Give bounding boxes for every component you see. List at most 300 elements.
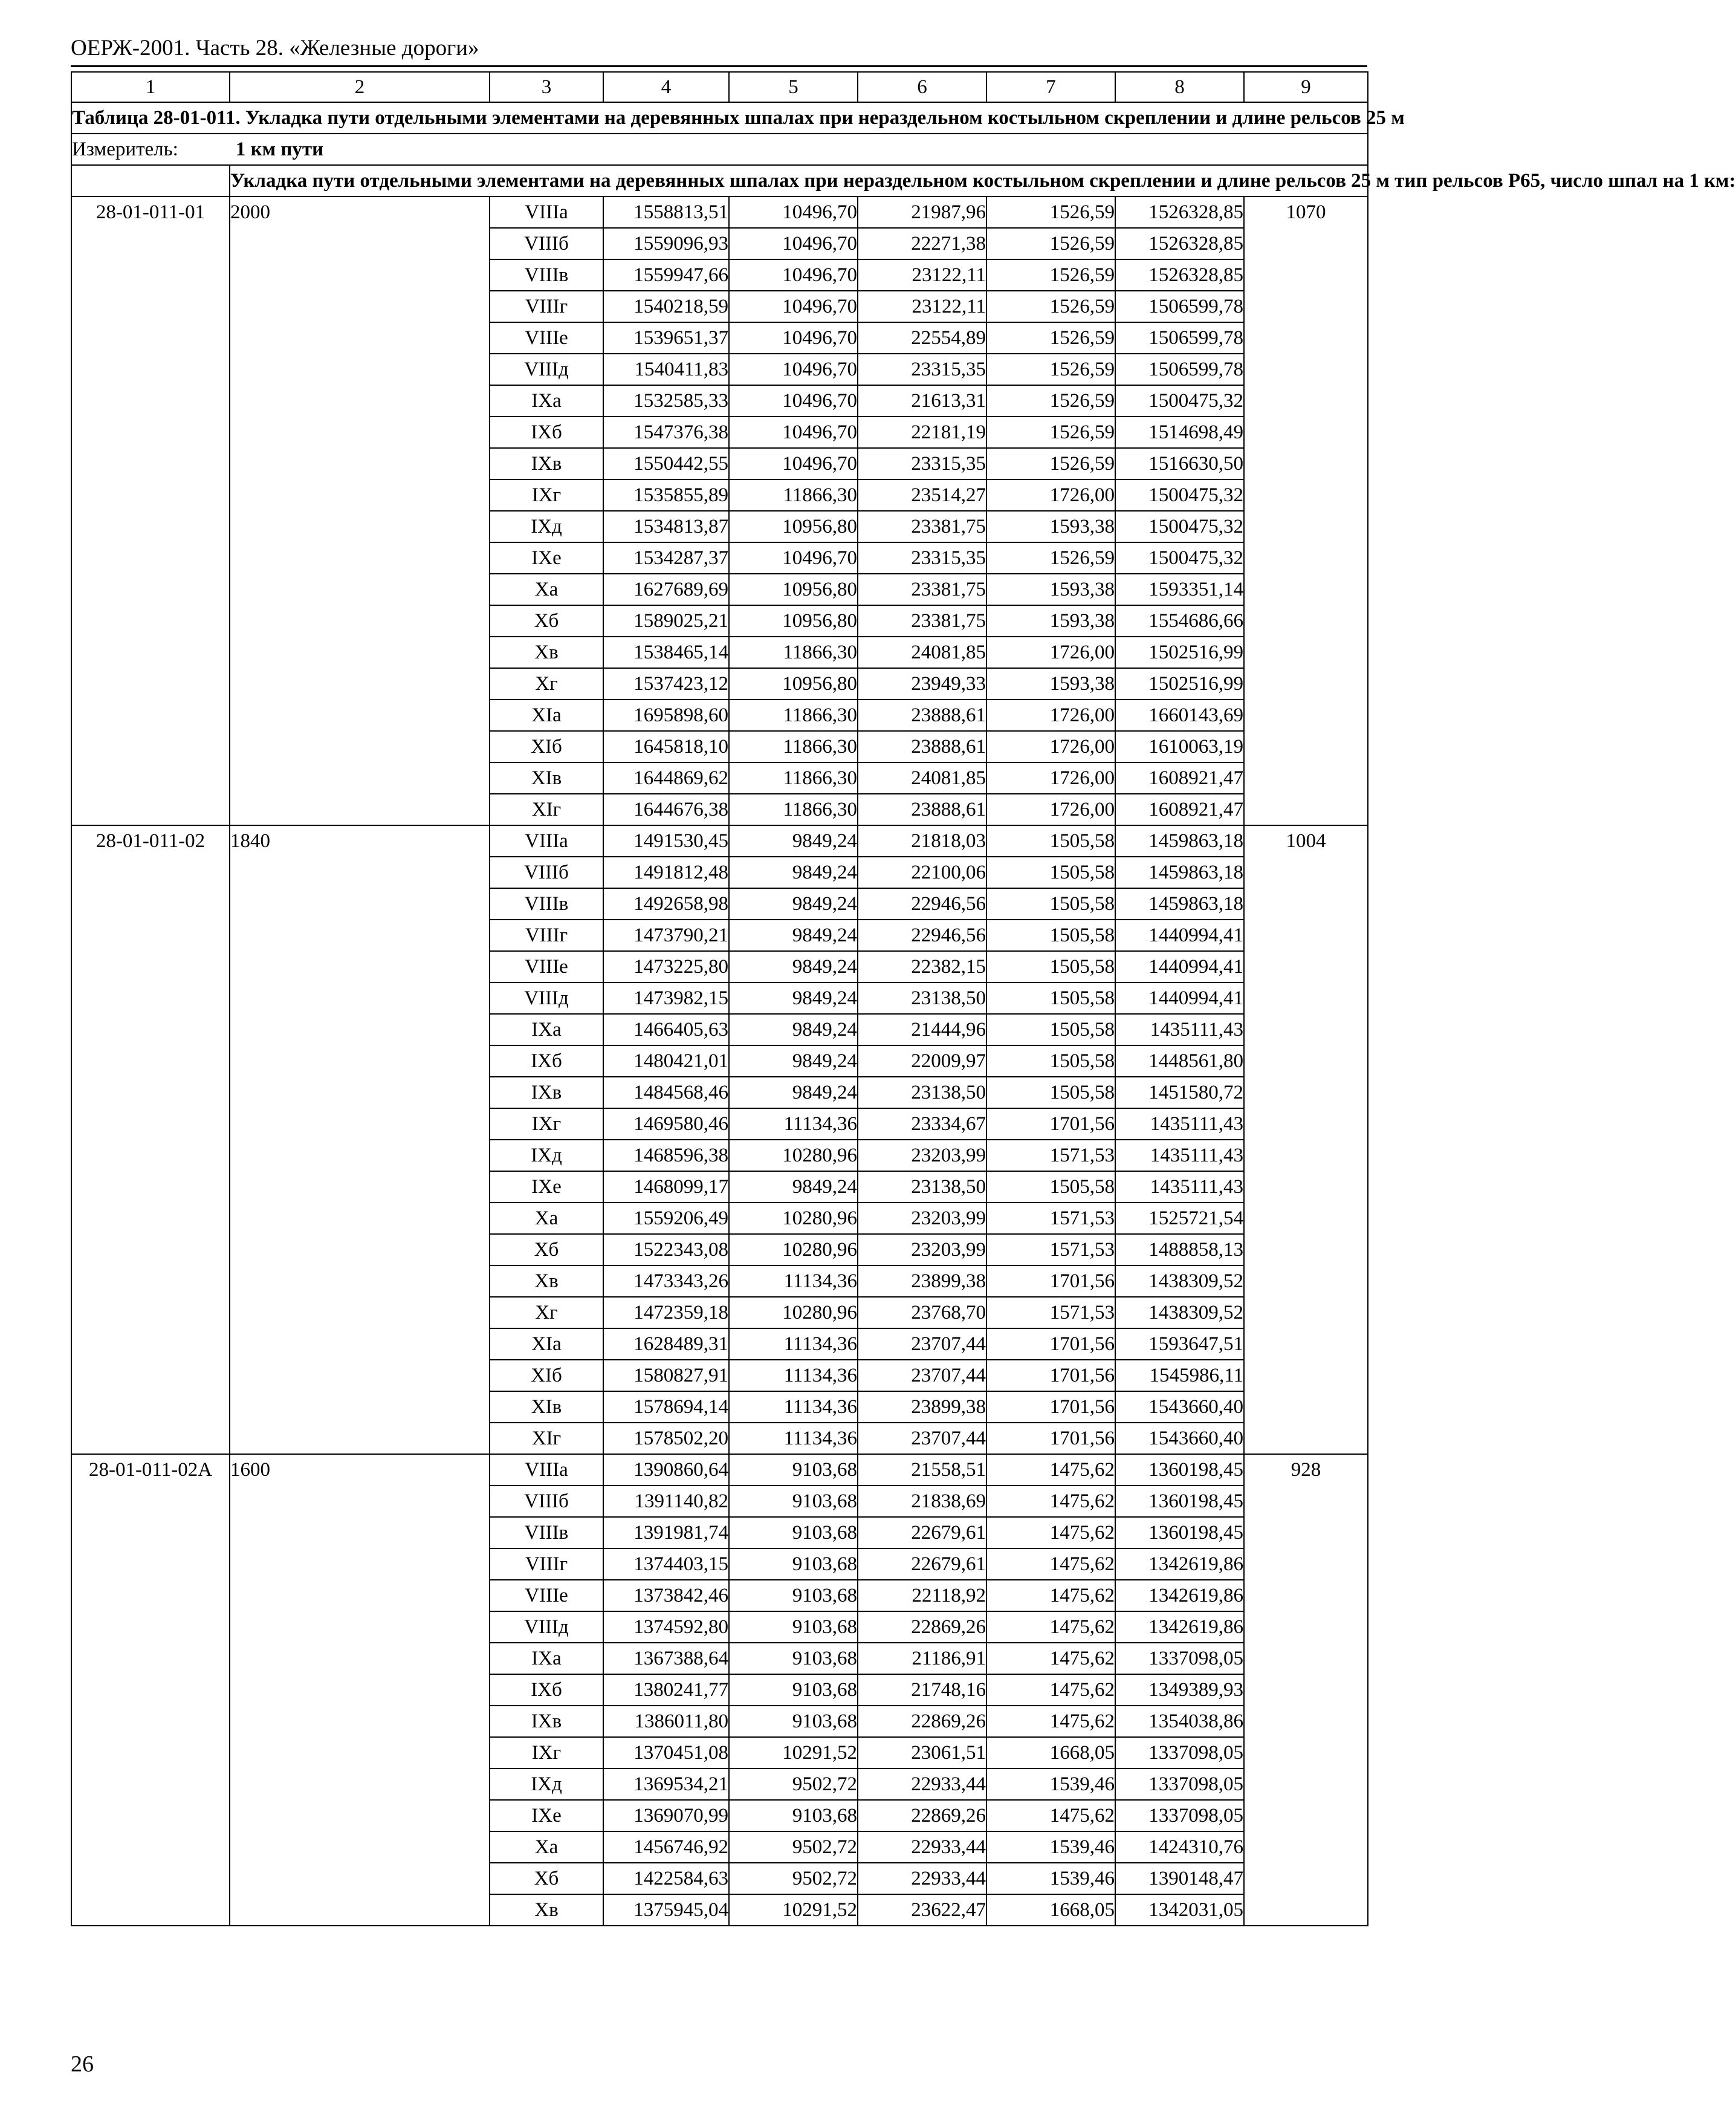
ballast-class-cell: Xб xyxy=(490,1863,603,1894)
machine-cost-cell: 22869,26 xyxy=(858,1611,986,1643)
total-cost-cell: 1466405,63 xyxy=(603,1014,729,1045)
machine-cost-cell: 22679,61 xyxy=(858,1517,986,1548)
ballast-class-cell: VIIIе xyxy=(490,1580,603,1611)
machine-cost-cell: 22181,19 xyxy=(858,417,986,448)
machine-cost-cell: 23381,75 xyxy=(858,574,986,605)
ballast-class-cell: VIIIд xyxy=(490,983,603,1014)
driver-wage-cell: 1505,58 xyxy=(986,1077,1115,1108)
ballast-class-cell: XIв xyxy=(490,762,603,794)
machine-cost-cell: 22933,44 xyxy=(858,1769,986,1800)
machine-cost-cell: 23122,11 xyxy=(858,259,986,291)
driver-wage-cell: 1505,58 xyxy=(986,983,1115,1014)
driver-wage-cell: 1526,59 xyxy=(986,228,1115,259)
total-cost-cell: 1456746,92 xyxy=(603,1831,729,1863)
machine-cost-cell: 23061,51 xyxy=(858,1737,986,1769)
machine-cost-cell: 23899,38 xyxy=(858,1265,986,1297)
material-cost-cell: 1525721,54 xyxy=(1115,1203,1244,1234)
ballast-class-cell: Xг xyxy=(490,668,603,700)
material-cost-cell: 1526328,85 xyxy=(1115,228,1244,259)
total-cost-cell: 1369534,21 xyxy=(603,1769,729,1800)
driver-wage-cell: 1475,62 xyxy=(986,1486,1115,1517)
total-cost-cell: 1578694,14 xyxy=(603,1391,729,1423)
labor-cost-cell: 10956,80 xyxy=(729,605,858,637)
driver-wage-cell: 1526,59 xyxy=(986,385,1115,417)
material-cost-cell: 1502516,99 xyxy=(1115,637,1244,668)
machine-cost-cell: 22009,97 xyxy=(858,1045,986,1077)
total-cost-cell: 1628489,31 xyxy=(603,1328,729,1360)
ballast-class-cell: Xб xyxy=(490,605,603,637)
column-number: 6 xyxy=(858,72,986,102)
labor-cost-cell: 10496,70 xyxy=(729,417,858,448)
labor-cost-cell: 10496,70 xyxy=(729,197,858,228)
driver-wage-cell: 1668,05 xyxy=(986,1737,1115,1769)
ballast-class-cell: VIIIг xyxy=(490,291,603,322)
column-number: 8 xyxy=(1115,72,1244,102)
machine-cost-cell: 23888,61 xyxy=(858,700,986,731)
driver-wage-cell: 1475,62 xyxy=(986,1800,1115,1831)
ballast-class-cell: Xа xyxy=(490,1831,603,1863)
total-cost-cell: 1469580,46 xyxy=(603,1108,729,1140)
driver-wage-cell: 1475,62 xyxy=(986,1611,1115,1643)
total-cost-cell: 1537423,12 xyxy=(603,668,729,700)
ballast-class-cell: VIIIд xyxy=(490,1611,603,1643)
ballast-class-cell: VIIIе xyxy=(490,951,603,983)
ballast-class-cell: Xб xyxy=(490,1234,603,1265)
total-cost-cell: 1386011,80 xyxy=(603,1706,729,1737)
machine-cost-cell: 23138,50 xyxy=(858,1171,986,1203)
ballast-class-cell: IXд xyxy=(490,1769,603,1800)
labor-cost-cell: 10291,52 xyxy=(729,1894,858,1926)
labor-cost-cell: 10496,70 xyxy=(729,542,858,574)
labor-cost-cell: 9103,68 xyxy=(729,1674,858,1706)
material-cost-cell: 1337098,05 xyxy=(1115,1737,1244,1769)
total-cost-cell: 1540411,83 xyxy=(603,354,729,385)
material-cost-cell: 1500475,32 xyxy=(1115,542,1244,574)
sleeper-count-cell: 1600 xyxy=(230,1454,490,1926)
driver-wage-cell: 1505,58 xyxy=(986,920,1115,951)
running-header: ОЕРЖ-2001. Часть 28. «Железные дороги» xyxy=(71,36,479,60)
labor-cost-cell: 9103,68 xyxy=(729,1800,858,1831)
column-number: 4 xyxy=(603,72,729,102)
driver-wage-cell: 1505,58 xyxy=(986,825,1115,857)
ballast-class-cell: VIIIг xyxy=(490,1548,603,1580)
machine-cost-cell: 22271,38 xyxy=(858,228,986,259)
machine-cost-cell: 22946,56 xyxy=(858,920,986,951)
total-cost-cell: 1535855,89 xyxy=(603,479,729,511)
machine-cost-cell: 23514,27 xyxy=(858,479,986,511)
total-cost-cell: 1695898,60 xyxy=(603,700,729,731)
driver-wage-cell: 1701,56 xyxy=(986,1265,1115,1297)
material-cost-cell: 1342619,86 xyxy=(1115,1580,1244,1611)
unit-row xyxy=(71,134,1368,165)
labor-cost-cell: 11866,30 xyxy=(729,700,858,731)
total-cost-cell: 1644676,38 xyxy=(603,794,729,825)
labor-cost-cell: 9103,68 xyxy=(729,1454,858,1486)
ballast-class-cell: VIIIа xyxy=(490,1454,603,1486)
material-cost-cell: 1500475,32 xyxy=(1115,479,1244,511)
ballast-class-cell: IXг xyxy=(490,1737,603,1769)
material-cost-cell: 1424310,76 xyxy=(1115,1831,1244,1863)
labor-cost-cell: 10291,52 xyxy=(729,1737,858,1769)
machine-cost-cell: 22869,26 xyxy=(858,1706,986,1737)
labor-cost-cell: 10496,70 xyxy=(729,385,858,417)
driver-wage-cell: 1475,62 xyxy=(986,1643,1115,1674)
driver-wage-cell: 1475,62 xyxy=(986,1517,1115,1548)
ballast-class-cell: XIб xyxy=(490,1360,603,1391)
table-description: Укладка пути отдельными элементами на деревянных шпалах при нераздельном костыльном скреплении и длине рельсов 25 м тип рельсов Р65, число шпал на 1 км: xyxy=(230,165,1368,197)
machine-cost-cell: 23888,61 xyxy=(858,794,986,825)
total-cost-cell: 1391140,82 xyxy=(603,1486,729,1517)
material-cost-cell: 1435111,43 xyxy=(1115,1171,1244,1203)
material-cost-cell: 1488858,13 xyxy=(1115,1234,1244,1265)
ballast-class-cell: IXа xyxy=(490,1643,603,1674)
total-cost-cell: 1491530,45 xyxy=(603,825,729,857)
labor-cost-cell: 9849,24 xyxy=(729,1014,858,1045)
material-cost-cell: 1440994,41 xyxy=(1115,951,1244,983)
labor-cost-cell: 10496,70 xyxy=(729,448,858,479)
labor-cost-cell: 10956,80 xyxy=(729,574,858,605)
material-cost-cell: 1500475,32 xyxy=(1115,511,1244,542)
ballast-class-cell: VIIIа xyxy=(490,825,603,857)
driver-wage-cell: 1668,05 xyxy=(986,1894,1115,1926)
driver-wage-cell: 1526,59 xyxy=(986,354,1115,385)
material-cost-cell: 1506599,78 xyxy=(1115,354,1244,385)
table-title-row xyxy=(71,102,1368,134)
material-cost-cell: 1610063,19 xyxy=(1115,731,1244,762)
labor-cost-cell: 10956,80 xyxy=(729,511,858,542)
material-cost-cell: 1354038,86 xyxy=(1115,1706,1244,1737)
driver-wage-cell: 1571,53 xyxy=(986,1297,1115,1328)
ballast-class-cell: Xв xyxy=(490,1265,603,1297)
labor-cost-cell: 10496,70 xyxy=(729,228,858,259)
ballast-class-cell: VIIIд xyxy=(490,354,603,385)
labor-cost-cell: 11866,30 xyxy=(729,637,858,668)
labor-hours-cell: 928 xyxy=(1244,1454,1368,1926)
material-cost-cell: 1506599,78 xyxy=(1115,291,1244,322)
labor-cost-cell: 9849,24 xyxy=(729,857,858,888)
material-cost-cell: 1459863,18 xyxy=(1115,888,1244,920)
total-cost-cell: 1473343,26 xyxy=(603,1265,729,1297)
material-cost-cell: 1660143,69 xyxy=(1115,700,1244,731)
material-cost-cell: 1390148,47 xyxy=(1115,1863,1244,1894)
table-title: Таблица 28-01-011. Укладка пути отдельными элементами на деревянных шпалах при нераздельном костыльном скреплении и длине рельсов 25 м xyxy=(71,102,1368,134)
driver-wage-cell: 1526,59 xyxy=(986,448,1115,479)
labor-cost-cell: 11134,36 xyxy=(729,1265,858,1297)
machine-cost-cell: 23707,44 xyxy=(858,1360,986,1391)
driver-wage-cell: 1505,58 xyxy=(986,951,1115,983)
total-cost-cell: 1550442,55 xyxy=(603,448,729,479)
labor-cost-cell: 9103,68 xyxy=(729,1706,858,1737)
labor-cost-cell: 9502,72 xyxy=(729,1769,858,1800)
labor-cost-cell: 11134,36 xyxy=(729,1328,858,1360)
ballast-class-cell: XIв xyxy=(490,1391,603,1423)
description-blank-cell xyxy=(71,165,230,197)
machine-cost-cell: 23888,61 xyxy=(858,731,986,762)
labor-cost-cell: 10496,70 xyxy=(729,291,858,322)
driver-wage-cell: 1526,59 xyxy=(986,417,1115,448)
table-row xyxy=(71,825,1368,857)
total-cost-cell: 1589025,21 xyxy=(603,605,729,637)
total-cost-cell: 1538465,14 xyxy=(603,637,729,668)
total-cost-cell: 1522343,08 xyxy=(603,1234,729,1265)
driver-wage-cell: 1475,62 xyxy=(986,1454,1115,1486)
driver-wage-cell: 1701,56 xyxy=(986,1328,1115,1360)
labor-cost-cell: 9502,72 xyxy=(729,1863,858,1894)
total-cost-cell: 1473790,21 xyxy=(603,920,729,951)
total-cost-cell: 1472359,18 xyxy=(603,1297,729,1328)
ballast-class-cell: IXе xyxy=(490,542,603,574)
material-cost-cell: 1459863,18 xyxy=(1115,825,1244,857)
material-cost-cell: 1438309,52 xyxy=(1115,1297,1244,1328)
total-cost-cell: 1491812,48 xyxy=(603,857,729,888)
machine-cost-cell: 23622,47 xyxy=(858,1894,986,1926)
driver-wage-cell: 1475,62 xyxy=(986,1548,1115,1580)
material-cost-cell: 1593351,14 xyxy=(1115,574,1244,605)
driver-wage-cell: 1593,38 xyxy=(986,668,1115,700)
material-cost-cell: 1342031,05 xyxy=(1115,1894,1244,1926)
description-row xyxy=(71,165,1368,197)
machine-cost-cell: 22869,26 xyxy=(858,1800,986,1831)
labor-cost-cell: 9103,68 xyxy=(729,1643,858,1674)
driver-wage-cell: 1539,46 xyxy=(986,1863,1115,1894)
machine-cost-cell: 23138,50 xyxy=(858,1077,986,1108)
labor-cost-cell: 11866,30 xyxy=(729,794,858,825)
labor-cost-cell: 9849,24 xyxy=(729,951,858,983)
machine-cost-cell: 21558,51 xyxy=(858,1454,986,1486)
ballast-class-cell: IXб xyxy=(490,1674,603,1706)
labor-cost-cell: 10496,70 xyxy=(729,322,858,354)
total-cost-cell: 1539651,37 xyxy=(603,322,729,354)
machine-cost-cell: 22933,44 xyxy=(858,1863,986,1894)
machine-cost-cell: 22933,44 xyxy=(858,1831,986,1863)
labor-cost-cell: 10280,96 xyxy=(729,1140,858,1171)
column-number: 5 xyxy=(729,72,858,102)
labor-cost-cell: 11866,30 xyxy=(729,762,858,794)
ballast-class-cell: VIIIв xyxy=(490,1517,603,1548)
material-cost-cell: 1526328,85 xyxy=(1115,259,1244,291)
ballast-class-cell: XIа xyxy=(490,1328,603,1360)
total-cost-cell: 1473982,15 xyxy=(603,983,729,1014)
labor-hours-cell: 1070 xyxy=(1244,197,1368,825)
total-cost-cell: 1627689,69 xyxy=(603,574,729,605)
machine-cost-cell: 23381,75 xyxy=(858,605,986,637)
material-cost-cell: 1435111,43 xyxy=(1115,1014,1244,1045)
material-cost-cell: 1506599,78 xyxy=(1115,322,1244,354)
total-cost-cell: 1559206,49 xyxy=(603,1203,729,1234)
machine-cost-cell: 23315,35 xyxy=(858,542,986,574)
total-cost-cell: 1540218,59 xyxy=(603,291,729,322)
ballast-class-cell: IXд xyxy=(490,1140,603,1171)
ballast-class-cell: VIIIв xyxy=(490,259,603,291)
material-cost-cell: 1360198,45 xyxy=(1115,1486,1244,1517)
material-cost-cell: 1440994,41 xyxy=(1115,983,1244,1014)
driver-wage-cell: 1701,56 xyxy=(986,1391,1115,1423)
ballast-class-cell: IXб xyxy=(490,1045,603,1077)
material-cost-cell: 1500475,32 xyxy=(1115,385,1244,417)
material-cost-cell: 1448561,80 xyxy=(1115,1045,1244,1077)
driver-wage-cell: 1726,00 xyxy=(986,700,1115,731)
machine-cost-cell: 23707,44 xyxy=(858,1423,986,1454)
machine-cost-cell: 23899,38 xyxy=(858,1391,986,1423)
total-cost-cell: 1578502,20 xyxy=(603,1423,729,1454)
ballast-class-cell: XIг xyxy=(490,1423,603,1454)
ballast-class-cell: IXв xyxy=(490,1706,603,1737)
driver-wage-cell: 1701,56 xyxy=(986,1360,1115,1391)
machine-cost-cell: 24081,85 xyxy=(858,762,986,794)
ballast-class-cell: IXв xyxy=(490,1077,603,1108)
total-cost-cell: 1534287,37 xyxy=(603,542,729,574)
material-cost-cell: 1502516,99 xyxy=(1115,668,1244,700)
machine-cost-cell: 23768,70 xyxy=(858,1297,986,1328)
driver-wage-cell: 1526,59 xyxy=(986,322,1115,354)
driver-wage-cell: 1726,00 xyxy=(986,731,1115,762)
driver-wage-cell: 1475,62 xyxy=(986,1580,1115,1611)
ballast-class-cell: VIIIе xyxy=(490,322,603,354)
labor-cost-cell: 9103,68 xyxy=(729,1486,858,1517)
labor-cost-cell: 10496,70 xyxy=(729,354,858,385)
ballast-class-cell: XIб xyxy=(490,731,603,762)
labor-cost-cell: 10280,96 xyxy=(729,1234,858,1265)
material-cost-cell: 1360198,45 xyxy=(1115,1517,1244,1548)
machine-cost-cell: 23122,11 xyxy=(858,291,986,322)
ballast-class-cell: IXе xyxy=(490,1171,603,1203)
driver-wage-cell: 1726,00 xyxy=(986,762,1115,794)
ballast-class-cell: VIIIб xyxy=(490,228,603,259)
total-cost-cell: 1645818,10 xyxy=(603,731,729,762)
material-cost-cell: 1608921,47 xyxy=(1115,794,1244,825)
machine-cost-cell: 22100,06 xyxy=(858,857,986,888)
ballast-class-cell: IXа xyxy=(490,385,603,417)
ballast-class-cell: Xг xyxy=(490,1297,603,1328)
total-cost-cell: 1473225,80 xyxy=(603,951,729,983)
total-cost-cell: 1580827,91 xyxy=(603,1360,729,1391)
ballast-class-cell: Xв xyxy=(490,1894,603,1926)
ballast-class-cell: IXг xyxy=(490,479,603,511)
driver-wage-cell: 1593,38 xyxy=(986,574,1115,605)
total-cost-cell: 1391981,74 xyxy=(603,1517,729,1548)
labor-cost-cell: 9849,24 xyxy=(729,1045,858,1077)
driver-wage-cell: 1726,00 xyxy=(986,637,1115,668)
material-cost-cell: 1337098,05 xyxy=(1115,1769,1244,1800)
material-cost-cell: 1543660,40 xyxy=(1115,1423,1244,1454)
unit-value: 1 км пути xyxy=(235,138,324,160)
total-cost-cell: 1367388,64 xyxy=(603,1643,729,1674)
driver-wage-cell: 1571,53 xyxy=(986,1203,1115,1234)
total-cost-cell: 1547376,38 xyxy=(603,417,729,448)
material-cost-cell: 1593647,51 xyxy=(1115,1328,1244,1360)
labor-cost-cell: 11134,36 xyxy=(729,1423,858,1454)
total-cost-cell: 1534813,87 xyxy=(603,511,729,542)
ballast-class-cell: IXг xyxy=(490,1108,603,1140)
machine-cost-cell: 22554,89 xyxy=(858,322,986,354)
driver-wage-cell: 1539,46 xyxy=(986,1769,1115,1800)
table-row xyxy=(71,197,1368,228)
column-number: 3 xyxy=(490,72,603,102)
machine-cost-cell: 23138,50 xyxy=(858,983,986,1014)
machine-cost-cell: 23203,99 xyxy=(858,1140,986,1171)
total-cost-cell: 1559096,93 xyxy=(603,228,729,259)
driver-wage-cell: 1526,59 xyxy=(986,259,1115,291)
machine-cost-cell: 21613,31 xyxy=(858,385,986,417)
labor-cost-cell: 9103,68 xyxy=(729,1548,858,1580)
sleeper-count-cell: 2000 xyxy=(230,197,490,825)
total-cost-cell: 1484568,46 xyxy=(603,1077,729,1108)
ballast-class-cell: Xв xyxy=(490,637,603,668)
ballast-class-cell: VIIIб xyxy=(490,857,603,888)
material-cost-cell: 1435111,43 xyxy=(1115,1140,1244,1171)
labor-cost-cell: 9849,24 xyxy=(729,983,858,1014)
table-row xyxy=(71,1454,1368,1486)
material-cost-cell: 1545986,11 xyxy=(1115,1360,1244,1391)
column-number: 2 xyxy=(230,72,490,102)
material-cost-cell: 1337098,05 xyxy=(1115,1800,1244,1831)
driver-wage-cell: 1505,58 xyxy=(986,1171,1115,1203)
column-number-row xyxy=(71,72,1368,102)
machine-cost-cell: 24081,85 xyxy=(858,637,986,668)
driver-wage-cell: 1539,46 xyxy=(986,1831,1115,1863)
total-cost-cell: 1532585,33 xyxy=(603,385,729,417)
driver-wage-cell: 1505,58 xyxy=(986,1045,1115,1077)
ballast-class-cell: VIIIб xyxy=(490,1486,603,1517)
ballast-class-cell: Xа xyxy=(490,574,603,605)
driver-wage-cell: 1726,00 xyxy=(986,479,1115,511)
labor-cost-cell: 10280,96 xyxy=(729,1203,858,1234)
driver-wage-cell: 1701,56 xyxy=(986,1108,1115,1140)
driver-wage-cell: 1505,58 xyxy=(986,888,1115,920)
total-cost-cell: 1468099,17 xyxy=(603,1171,729,1203)
column-number: 1 xyxy=(71,72,230,102)
unit-label: Измеритель: xyxy=(72,138,178,160)
material-cost-cell: 1554686,66 xyxy=(1115,605,1244,637)
labor-cost-cell: 11134,36 xyxy=(729,1360,858,1391)
driver-wage-cell: 1475,62 xyxy=(986,1674,1115,1706)
machine-cost-cell: 23707,44 xyxy=(858,1328,986,1360)
rate-code-cell: 28-01-011-02 xyxy=(71,825,230,1454)
driver-wage-cell: 1726,00 xyxy=(986,794,1115,825)
labor-cost-cell: 9103,68 xyxy=(729,1580,858,1611)
material-cost-cell: 1543660,40 xyxy=(1115,1391,1244,1423)
material-cost-cell: 1516630,50 xyxy=(1115,448,1244,479)
machine-cost-cell: 23949,33 xyxy=(858,668,986,700)
driver-wage-cell: 1505,58 xyxy=(986,1014,1115,1045)
labor-cost-cell: 11134,36 xyxy=(729,1391,858,1423)
total-cost-cell: 1468596,38 xyxy=(603,1140,729,1171)
labor-cost-cell: 11134,36 xyxy=(729,1108,858,1140)
total-cost-cell: 1480421,01 xyxy=(603,1045,729,1077)
rate-code-cell: 28-01-011-02А xyxy=(71,1454,230,1926)
machine-cost-cell: 22118,92 xyxy=(858,1580,986,1611)
labor-cost-cell: 10956,80 xyxy=(729,668,858,700)
total-cost-cell: 1422584,63 xyxy=(603,1863,729,1894)
driver-wage-cell: 1593,38 xyxy=(986,605,1115,637)
machine-cost-cell: 23381,75 xyxy=(858,511,986,542)
material-cost-cell: 1440994,41 xyxy=(1115,920,1244,951)
machine-cost-cell: 21987,96 xyxy=(858,197,986,228)
unit-cell xyxy=(71,134,1368,165)
total-cost-cell: 1558813,51 xyxy=(603,197,729,228)
ballast-class-cell: VIIIа xyxy=(490,197,603,228)
page-number: 26 xyxy=(71,2051,94,2077)
machine-cost-cell: 22679,61 xyxy=(858,1548,986,1580)
column-number: 7 xyxy=(986,72,1115,102)
machine-cost-cell: 21748,16 xyxy=(858,1674,986,1706)
labor-cost-cell: 9502,72 xyxy=(729,1831,858,1863)
labor-cost-cell: 11866,30 xyxy=(729,479,858,511)
total-cost-cell: 1374403,15 xyxy=(603,1548,729,1580)
ballast-class-cell: IXа xyxy=(490,1014,603,1045)
total-cost-cell: 1390860,64 xyxy=(603,1454,729,1486)
ballast-class-cell: IXе xyxy=(490,1800,603,1831)
